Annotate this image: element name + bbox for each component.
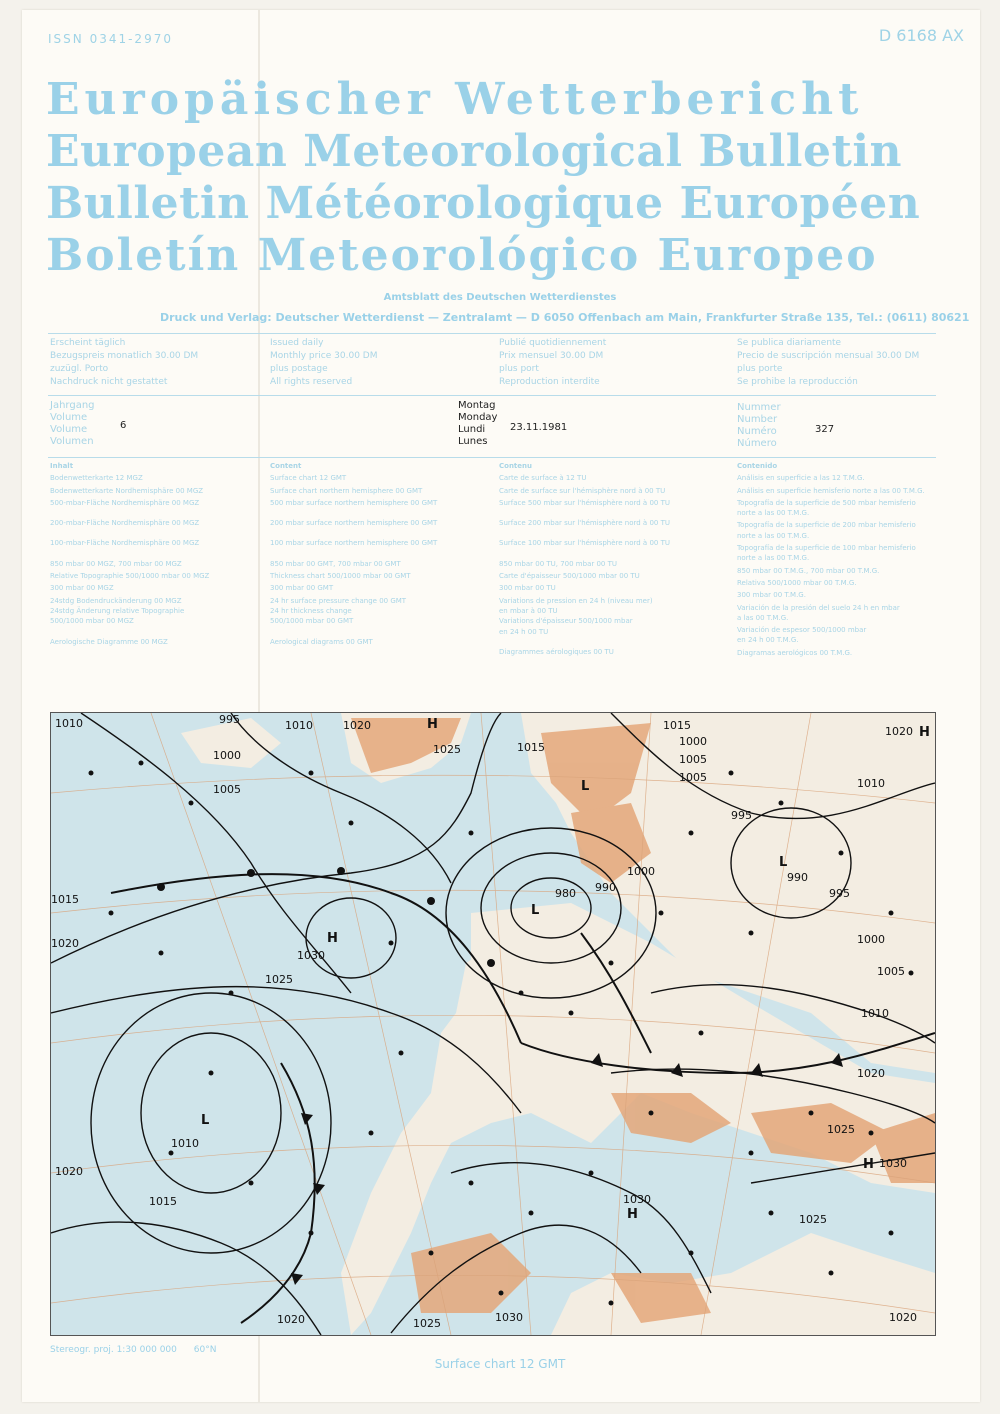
info-line: All rights reserved [270, 377, 353, 387]
weekday-label: Lundi [458, 424, 486, 435]
contents-german [50, 461, 209, 657]
issn-number: ISSN 0341-2970 [48, 32, 173, 46]
isobar-label: 995 [829, 887, 850, 900]
high-pressure-centre: H [863, 1157, 874, 1172]
volume-label: Volume [50, 424, 88, 435]
isobar-label: 1015 [663, 719, 691, 732]
rule-bottom [48, 457, 936, 458]
isobar-label: 1020 [55, 1165, 83, 1178]
isobar-label: 1020 [277, 1313, 305, 1326]
contents-item: 24 hr surface pressure change 00 GMT [270, 596, 407, 605]
number-label: Número [737, 438, 777, 449]
contents-item: Aerological diagrams 00 GMT [270, 637, 373, 646]
info-line: Se publica diariamente [737, 338, 842, 348]
contents-item: Variación de espesor 500/1000 mbar [737, 626, 867, 635]
isobar-label: 1010 [55, 717, 83, 730]
contents-item: Variations d'épaisseur 500/1000 mbar [499, 617, 633, 626]
contents-item: Diagramas aerológicos 00 T.M.G. [737, 648, 853, 657]
contents-item: 850 mbar 00 GMT, 700 mbar 00 GMT [270, 559, 401, 568]
projection-scale: Stereogr. proj. 1:30 000 000 [50, 1345, 177, 1355]
isobar-label: 1030 [297, 949, 325, 962]
isobar-label: 1010 [857, 777, 885, 790]
info-line: Publié quotidiennement [499, 338, 607, 348]
info-line: plus port [499, 364, 539, 374]
issue-date: 23.11.1981 [510, 422, 568, 433]
weekday-label: Montag [458, 400, 496, 411]
title-german: Europäischer Wetterbericht [46, 74, 864, 125]
volume-value: 6 [120, 420, 127, 431]
isobar-label: 1005 [213, 783, 241, 796]
contents-item: Surface 100 mbar sur l'hémisphère nord à 00 TU [499, 539, 670, 548]
contents-item: Bodenwetterkarte Nordhemisphäre 00 MGZ [50, 486, 204, 495]
low-pressure-centre: L [581, 779, 590, 794]
contents-item: en 24 h 00 T.M.G. [737, 636, 799, 645]
contents-item: 850 mbar 00 TU, 700 mbar 00 TU [499, 559, 617, 568]
isobar-label: 1030 [495, 1311, 523, 1324]
isobar-label: 1020 [343, 719, 371, 732]
isobar-label: 1005 [679, 771, 707, 784]
number-labels [737, 402, 781, 450]
isobar-label: 1000 [627, 865, 655, 878]
contents-item: 850 mbar 00 MGZ, 700 mbar 00 MGZ [50, 559, 182, 568]
contents-item: Análisis en superficie a las 12 T.M.G. [737, 474, 865, 483]
volume-label: Volume [50, 412, 88, 423]
contents-item: Topografía de la superficie de 200 mbar hemisferio [737, 521, 916, 530]
volume-label: Volumen [50, 436, 94, 447]
rule-top [48, 333, 936, 334]
number-label: Nummer [737, 402, 781, 413]
contents-item: norte a las 00 T.M.G. [737, 509, 810, 518]
publisher-line: Druck und Verlag: Deutscher Wetterdienst — Zentralamt — D 6050 Offenbach am Main, Frankfurter Straße 135, Tel.: (0611) 80621 [160, 311, 970, 324]
contents-heading: Inhalt [50, 462, 74, 470]
contents-item: 500/1000 mbar 00 MGZ [50, 617, 134, 626]
low-pressure-centre: L [201, 1113, 210, 1128]
map-projection [50, 1345, 216, 1355]
info-line: Monthly price 30.00 DM [270, 351, 378, 361]
contents-item: 300 mbar 00 MGZ [50, 584, 114, 593]
contents-item: Relative Topographie 500/1000 mbar 00 MGZ [50, 572, 210, 581]
info-line: plus postage [270, 364, 328, 374]
contents-item: Thickness chart 500/1000 mbar 00 GMT [270, 572, 411, 581]
contents-item: 850 mbar 00 T.M.G., 700 mbar 00 T.M.G. [737, 566, 880, 575]
isobar-label: 1025 [799, 1213, 827, 1226]
contents-item: Surface chart 12 GMT [270, 474, 347, 483]
contents-item: Surface 500 mbar sur l'hémisphère nord à 00 TU [499, 498, 670, 507]
isobar-label: 990 [787, 871, 808, 884]
info-line: Bezugspreis monatlich 30.00 DM [50, 351, 199, 361]
isobar-label: 1000 [857, 933, 885, 946]
contents-spanish [737, 461, 925, 668]
contents-item: Surface chart northern hemisphere 00 GMT [270, 486, 423, 495]
contents-item: 500 mbar surface northern hemisphere 00 GMT [270, 498, 438, 507]
title-french: Bulletin Météorologique Européen [46, 178, 921, 229]
high-pressure-centre: H [327, 931, 338, 946]
rule-mid [48, 395, 936, 396]
contents-item: Topografía de la superficie de 500 mbar hemisferio [737, 498, 916, 507]
contents-item: 24stdg Bodendruckänderung 00 MGZ [50, 596, 182, 605]
contents-item: 200 mbar surface northern hemisphere 00 GMT [270, 519, 438, 528]
isobar-label: 1030 [623, 1193, 651, 1206]
isobar-label: 1020 [857, 1067, 885, 1080]
contents-item: en mbar à 00 TU [499, 606, 558, 615]
contents-item: Topografía de la superficie de 100 mbar hemisferio [737, 544, 916, 553]
isobar-label: 1025 [433, 743, 461, 756]
volume-label: Jahrgang [50, 400, 95, 411]
contents-item: Variación de la presión del suelo 24 h en mbar [737, 603, 900, 612]
weather-map-svg [51, 713, 935, 1335]
info-column-german [50, 337, 198, 389]
projection-latitude: 60°N [193, 1345, 217, 1355]
info-column-english [270, 337, 377, 389]
issue-number: 327 [815, 424, 835, 435]
isobar-label: 1015 [51, 893, 79, 906]
isobar-label: 1015 [517, 741, 545, 754]
low-pressure-centre: L [531, 903, 540, 918]
isobar-label: 1010 [861, 1007, 889, 1020]
isobar-label: 995 [219, 713, 240, 726]
isobar-label: 980 [555, 887, 576, 900]
isobar-label: 1020 [51, 937, 79, 950]
contents-item: Diagrammes aérologiques 00 TU [499, 647, 614, 656]
high-pressure-centre: H [627, 1207, 638, 1222]
contents-item: Surface 200 mbar sur l'hémisphère nord à 00 TU [499, 519, 670, 528]
contents-item: Aerologische Diagramme 00 MGZ [50, 637, 168, 646]
isobar-label: 1000 [679, 735, 707, 748]
contents-item: 200-mbar-Fläche Nordhemisphäre 00 MGZ [50, 519, 200, 528]
contents-item: Carte de surface sur l'hémisphère nord à 00 TU [499, 486, 666, 495]
contents-item: 300 mbar 00 T.M.G. [737, 591, 806, 600]
isobar-label: 995 [731, 809, 752, 822]
isobar-label: 990 [595, 881, 616, 894]
contents-heading: Contenido [737, 462, 778, 470]
isobar-label: 1000 [213, 749, 241, 762]
contents-english [270, 461, 437, 657]
contents-heading: Content [270, 462, 302, 470]
contents-item: 500-mbar-Fläche Nordhemisphäre 00 MGZ [50, 498, 200, 507]
contents-item: 500/1000 mbar 00 GMT [270, 617, 354, 626]
contents-item: norte a las 00 T.M.G. [737, 554, 810, 563]
contents-item: en 24 h 00 TU [499, 627, 549, 636]
contents-heading: Contenu [499, 462, 532, 470]
document-code: D 6168 AX [878, 26, 964, 45]
title-spanish: Boletín Meteorológico Europeo [46, 230, 878, 281]
contents-item: Carte de surface à 12 TU [499, 474, 587, 483]
isobar-label: 1010 [285, 719, 313, 732]
surface-weather-map [50, 712, 936, 1336]
contents-item: Bodenwetterkarte 12 MGZ [50, 474, 143, 483]
low-pressure-centre: L [779, 855, 788, 870]
contents-item: a las 00 T.M.G. [737, 613, 789, 622]
contents-item: 300 mbar 00 TU [499, 584, 556, 593]
contents-item: 300 mbar 00 GMT [270, 584, 334, 593]
map-caption: Surface chart 12 GMT [434, 1357, 566, 1371]
info-line: Issued daily [270, 338, 324, 348]
number-label: Numéro [737, 426, 777, 437]
info-line: Precio de suscripción mensual 30.00 DM [737, 351, 920, 361]
info-column-spanish [737, 337, 919, 389]
number-label: Number [737, 414, 778, 425]
contents-item: 24 hr thickness change [270, 606, 352, 615]
isobar-label: 1025 [827, 1123, 855, 1136]
info-line: zuzügl. Porto [50, 364, 109, 374]
isobar-label: 1015 [149, 1195, 177, 1208]
isobar-label: 1030 [879, 1157, 907, 1170]
isobar-label: 1020 [889, 1311, 917, 1324]
isobar-label: 1005 [877, 965, 905, 978]
info-line: Reproduction interdite [499, 377, 600, 387]
high-pressure-centre: H [919, 725, 930, 740]
weekday-labels [458, 400, 497, 448]
weekday-label: Lunes [458, 436, 488, 447]
weekday-label: Monday [458, 412, 498, 423]
info-line: Nachdruck nicht gestattet [50, 377, 168, 387]
contents-item: 24stdg Änderung relative Topographie [50, 606, 185, 615]
contents-item: Variations de pression en 24 h (niveau mer) [499, 596, 653, 605]
info-line: plus porte [737, 364, 783, 374]
info-line: Erscheint täglich [50, 338, 126, 348]
contents-french [499, 461, 670, 667]
isobar-label: 1010 [171, 1137, 199, 1150]
isobar-label: 1025 [413, 1317, 441, 1330]
contents-item: 100 mbar surface northern hemisphere 00 GMT [270, 539, 438, 548]
title-english: European Meteorological Bulletin [46, 126, 903, 177]
info-line: Prix mensuel 30.00 DM [499, 351, 604, 361]
contents-item: norte a las 00 T.M.G. [737, 531, 810, 540]
high-pressure-centre: H [427, 717, 438, 732]
contents-item: Relativa 500/1000 mbar 00 T.M.G. [737, 578, 857, 587]
isobar-label: 1020 [885, 725, 913, 738]
info-line: Se prohibe la reproducción [737, 377, 858, 387]
isobar-label: 1025 [265, 973, 293, 986]
contents-item: Análisis en superficie hemisferio norte a las 00 T.M.G. [737, 486, 925, 495]
volume-labels [50, 400, 95, 448]
amtsblatt-line: Amtsblatt des Deutschen Wetterdienstes [383, 292, 617, 303]
isobar-label: 1005 [679, 753, 707, 766]
contents-item: 100-mbar-Fläche Nordhemisphäre 00 MGZ [50, 539, 200, 548]
info-column-french [499, 337, 606, 389]
contents-item: Carte d'épaisseur 500/1000 mbar 00 TU [499, 572, 640, 581]
